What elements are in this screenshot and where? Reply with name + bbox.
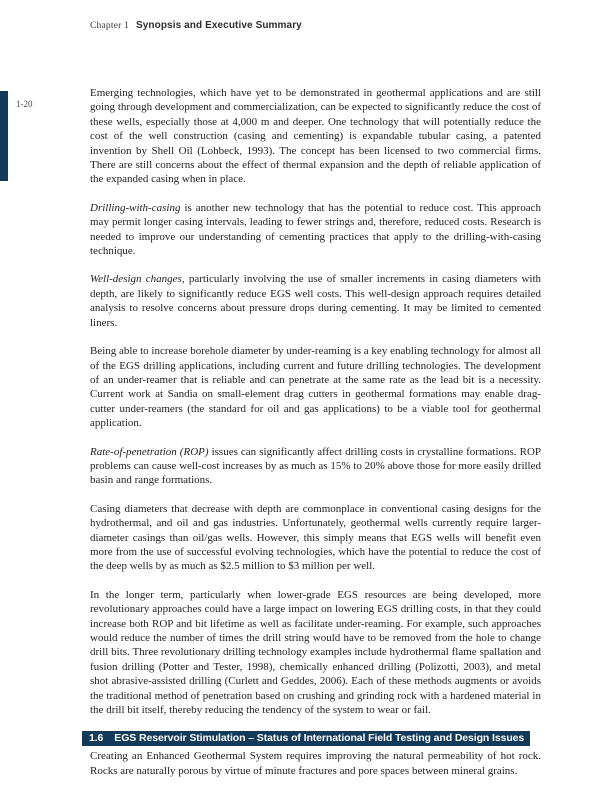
running-header [90, 15, 302, 33]
paragraph [90, 502, 541, 574]
chapter-title: Synopsis and Executive Summary [136, 20, 302, 31]
section-heading-bar [82, 731, 530, 746]
paragraph-lead-italic: Drilling-with-casing [90, 201, 181, 214]
section-title: EGS Reservoir Stimulation – Status of International Field Testing and Design Issues [114, 732, 525, 745]
paragraph-lead-italic: Well-design changes [90, 273, 182, 286]
paragraph-text: Creating an Enhanced Geothermal System requires improving the natural permeability of hot rock. Rocks are naturally porous by virtue of minute fractures and pore spaces between mineral grains. [90, 750, 541, 777]
paragraph-lead-italic: Rate-of-penetration (ROP) [90, 445, 209, 458]
paragraph-text: In the longer term, particularly when lower-grade EGS resources are being developed, more revolutionary approaches could have a large impact on lowering EGS drilling costs, in that they could increase both ROP and bit lifetime as well as facilitate under-reaming. For example, such approaches would reduce the number of times the drill string would have to be removed from the hole to change drill bits. Three revolutionary drilling technology examples include hydrothermal flame spallation and fusion drilling (Potter and Tester, 1998), chemically enhanced drilling (Polizotti, 2003), and metal shot abrasive-assisted drilling (Curlett and Geddes, 2006). Each of these methods augments or avoids the traditional method of penetration based on crushing and grinding rock with a hardened material in the drill bit itself, thereby reducing the tendency of the system to wear or fail. [90, 588, 541, 717]
paragraph [90, 272, 541, 330]
paragraph-text: Emerging technologies, which have yet to be demonstrated in geothermal applications and are still going through development and commercialization, can be expected to significantly reduce the cost of these wells, especially those at 4,000 m and deeper. One technology that will potentially reduce the cost of the well construction (casing and cementing) is expandable tubular casing, a patented invention by Shell Oil (Lohbeck, 1993). The concept has been licensed to two commercial firms. There are still concerns about the effect of thermal expansion and the depth of reliable application of the expanded casing when in place. [90, 87, 541, 186]
paragraph [90, 588, 541, 718]
margin-accent-bar [0, 91, 8, 181]
paragraph [90, 201, 541, 259]
paragraph-text: issues can significantly affect drilling costs in crystalline formations. ROP problems can cause well-cost increases by as much as 15% to 20% above those for more easily drilled basin and range formations. [90, 445, 542, 487]
paragraph [90, 86, 541, 187]
paragraph-text: Being able to increase borehole diameter by under-reaming is a key enabling technology for almost all of the EGS drilling applications, including current and future drilling technologies. The development of an under-reamer that is reliable and can penetrate at the same rate as the lead bit is a necessity. Current work at Sandia on small-element drag cutters in geothermal formations may enable drag-cutter under-reamers (the standard for oil and gas applications) to be a viable tool for geothermal application. [90, 345, 541, 430]
paragraph-text: , particularly involving the use of smaller increments in casing diameters with depth, are likely to significantly reduce EGS well costs. This well-design approach requires detailed analysis to resolve concerns about pressure drops during cementing. It may be limited to cemented liners. [90, 273, 541, 329]
paragraph-text: is another new technology that has the potential to reduce cost. This approach may permit longer casing intervals, leading to fewer strings and, therefore, reduced costs. Research is needed to improve our understanding of cementing practices that apply to the drilling-with-casing technique. [90, 201, 541, 258]
section-number: 1.6 [89, 732, 104, 745]
page-number: 1-20 [16, 99, 33, 109]
body-column [90, 86, 541, 778]
paragraph-text: Casing diameters that decrease with depth are commonplace in conventional casing designs for the hydrothermal, and oil and gas industries. Unfortunately, geothermal wells currently require larger-diameter casings than oil/gas wells. However, this simply means that EGS wells will benefit even more from the use of successful evolving technologies, which have the potential to reduce the cost of the deep wells by as much as $2.5 million to $3 million per well. [90, 502, 541, 573]
paragraph [90, 344, 541, 430]
paragraph [90, 749, 541, 778]
paragraph [90, 445, 541, 488]
chapter-label: Chapter 1 [90, 21, 129, 31]
